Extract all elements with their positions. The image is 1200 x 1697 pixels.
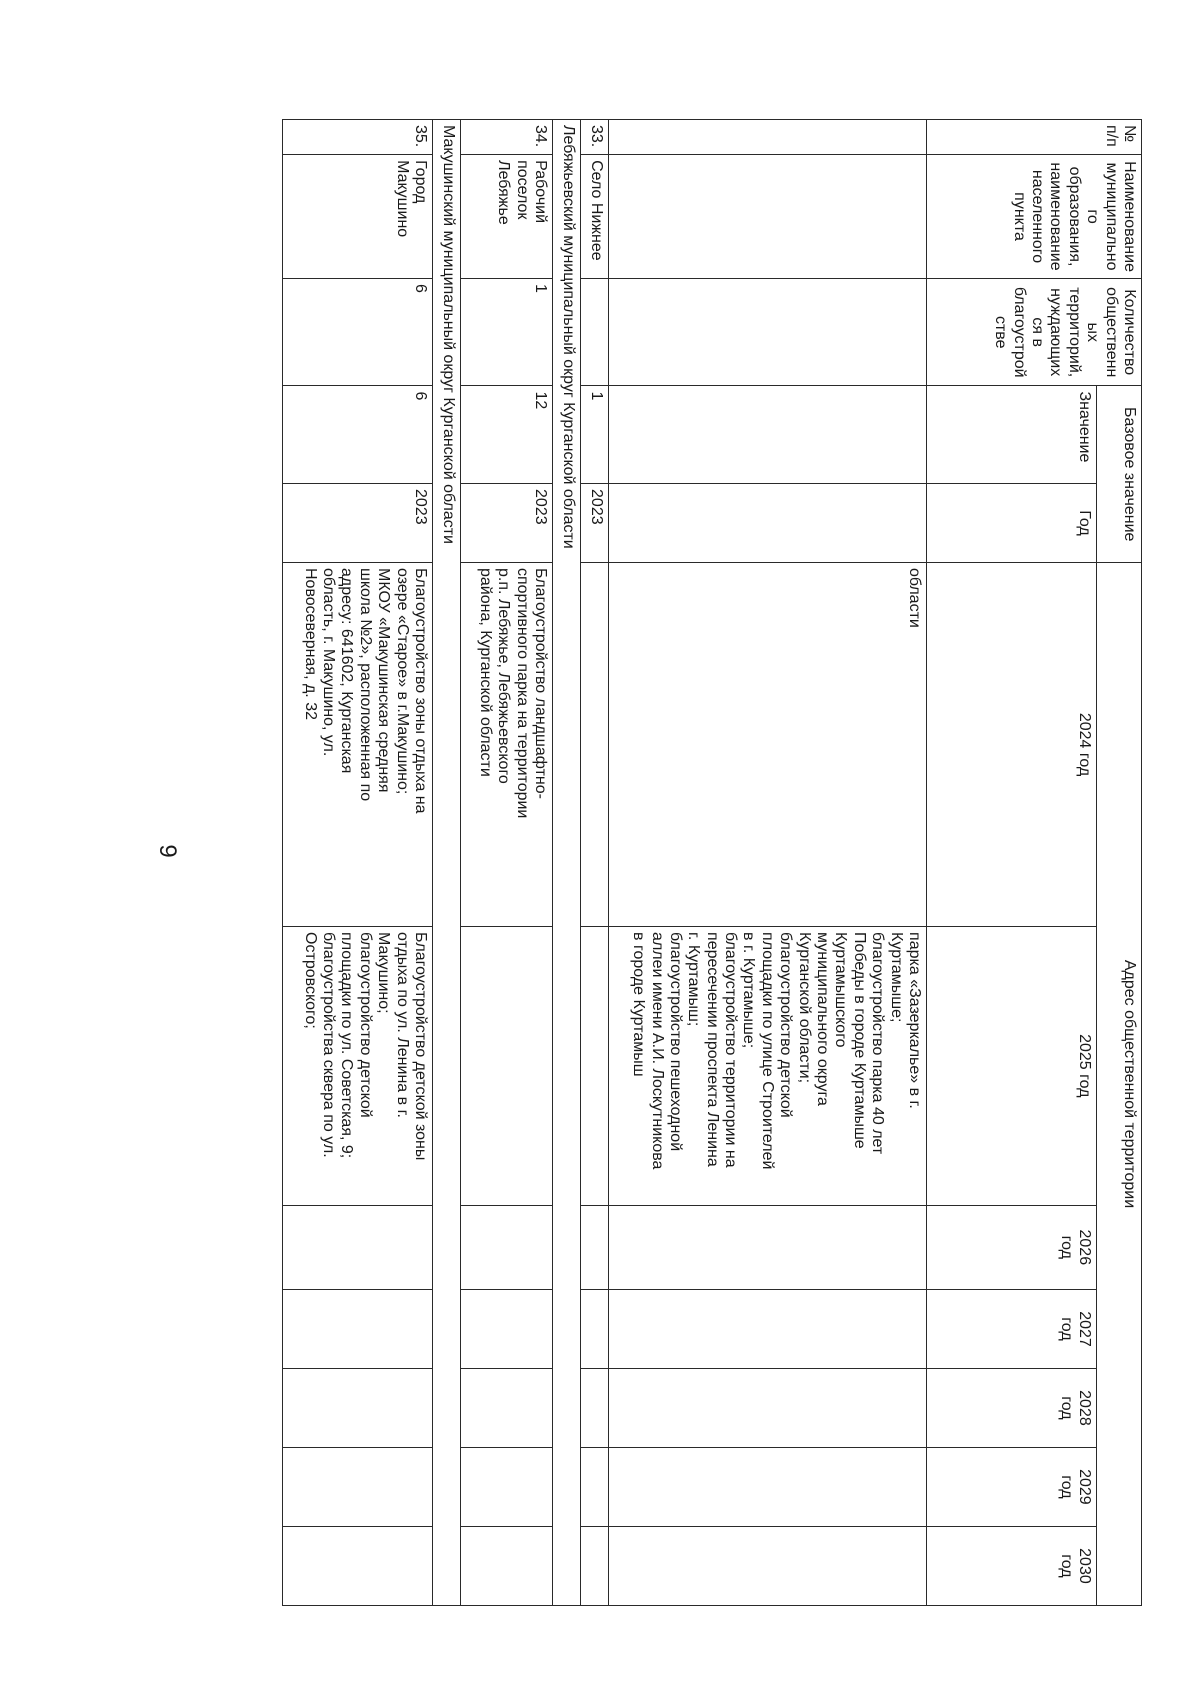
header-year-2024: 2024 год — [927, 562, 1097, 926]
cell-base-value: 6 — [283, 386, 433, 484]
header-municipality: Наименование муниципально го образования, наименование населенного пункта — [927, 155, 1142, 279]
table-row — [461, 120, 553, 1606]
group-row — [553, 120, 581, 1606]
cell-count — [581, 278, 609, 385]
header-num: № п/п — [927, 120, 1142, 155]
cell-municipality: Село Нижнее — [581, 155, 609, 279]
cell-count: 1 — [461, 278, 553, 385]
table-row — [283, 120, 433, 1606]
cell-num: 35. — [283, 120, 433, 155]
group-title: Макушинский муниципальный округ Курганской области — [433, 120, 461, 1606]
header-base-value: Значение — [927, 386, 1097, 484]
header-year-2028: 2028 год — [927, 1368, 1097, 1447]
cell-base-value: 1 — [581, 386, 609, 484]
cell-num: 34. — [461, 120, 553, 155]
cell-num: 33. — [581, 120, 609, 155]
cell-base-value: 12 — [461, 386, 553, 484]
header-year-2027: 2027 год — [927, 1290, 1097, 1369]
header-year-2025: 2025 год — [927, 927, 1097, 1206]
header-year-2030: 2030 год — [927, 1526, 1097, 1605]
cell-base-year: 2023 — [461, 484, 553, 563]
cell-2024: Благоустройство ландшафтно- спортивного парка на территории р.п. Лебяжье, Лебяжьевского района, Курганской области — [461, 562, 553, 926]
table-row — [609, 120, 927, 1606]
cell-count: 6 — [283, 278, 433, 385]
cell-base-year: 2023 — [283, 484, 433, 563]
cell-2024: Благоустройство зоны отдыха на озере «Старое» в г.Макушино; МКОУ «Макушинская средняя школа №2», расположенная по адресу: 641602, Курганская область, г. Макушино, ул. Новосеверная, д. 32 — [283, 562, 433, 926]
header-year-2026: 2026 год — [927, 1205, 1097, 1289]
cell-2024: области — [609, 562, 927, 926]
group-title: Лебяжьевский муниципальный округ Курганской области — [553, 120, 581, 1606]
header-base: Базовое значение — [1097, 386, 1142, 563]
cell-2025: Благоустройство детской зоны отдыха по ул. Ленина в г. Макушино; благоустройство детской площадки по ул. Советская, 9; благоустройства сквера по ул. Островского; — [283, 927, 433, 1206]
page-number: 9 — [154, 844, 181, 858]
group-row — [433, 120, 461, 1606]
header-base-year: Год — [927, 484, 1097, 563]
table-row — [581, 120, 609, 1606]
cell-base-year: 2023 — [581, 484, 609, 563]
territories-table — [282, 119, 1142, 1606]
rotated-sheet — [200, 119, 1142, 1606]
header-count: Количество общественн ых территорий, нуждающих ся в благоустрой стве — [927, 278, 1142, 385]
cell-municipality: Город Макушино — [283, 155, 433, 279]
header-year-2029: 2029 год — [927, 1447, 1097, 1526]
header-row-1 — [1097, 120, 1142, 1606]
cell-municipality: Рабочий поселок Лебяжье — [461, 155, 553, 279]
header-address: Адрес общественной территории — [1097, 562, 1142, 1605]
cell-2025: парка «Зазеркалье» в г. Куртамыше; благоустройство парка 40 лет Победы в городе Куртамыше Куртамышского муниципального округа Курганской области; благоустройство детской площадки по улице Строителей в г. Куртамыше; благоустройство территории на пересечении проспекта Ленина г. Куртамыш; благоустройство пешеходной аллеи имени А.И. Лоскутникова в городе Куртамыш — [609, 927, 927, 1206]
